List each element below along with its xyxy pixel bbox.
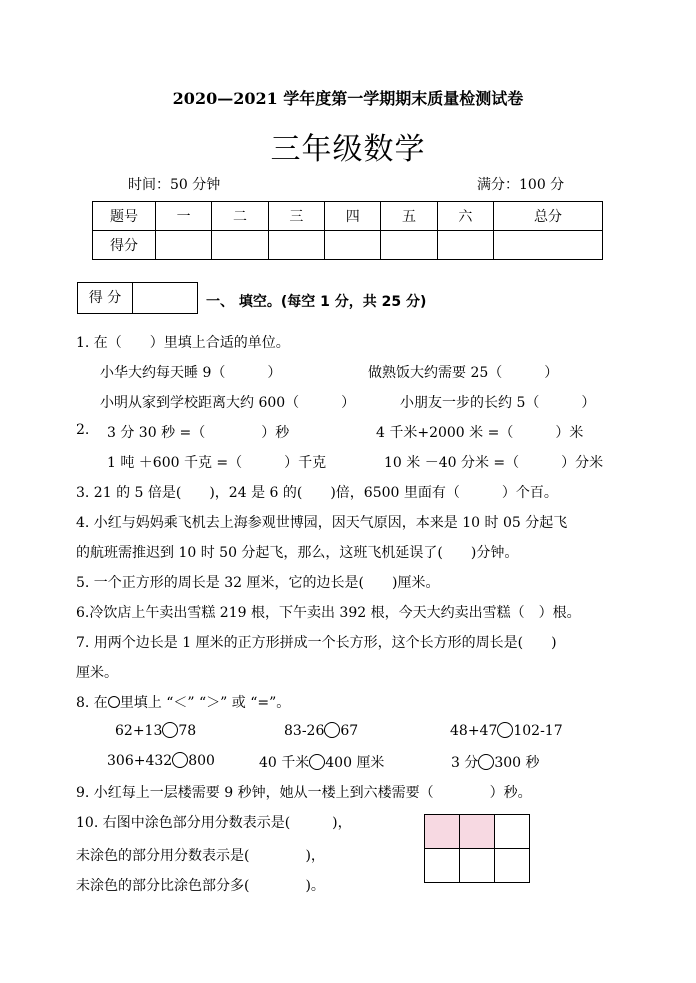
q8-f-left: 3 分: [451, 755, 479, 771]
circle-icon: [108, 696, 120, 708]
q3: 3. 21 的 5 倍是( )，24 是 6 的( )倍，6500 里面有（ ）个百。: [76, 485, 558, 501]
q8-item-f: [451, 752, 540, 772]
q10-line3: 未涂色的部分比涂色部分多( )。: [76, 878, 325, 894]
q1-b: 做熟饭大约需要 25（ ）: [368, 365, 559, 381]
grid-cell-shaded: [425, 815, 460, 849]
q8-b-left: 83-26: [284, 723, 325, 739]
q7-line1: 7. 用两个边长是 1 厘米的正方形拼成一个长方形，这个长方形的周长是( ): [76, 635, 557, 651]
compare-circle[interactable]: [478, 754, 494, 770]
score-header-cell: 四: [325, 202, 381, 231]
exam-subtitle: 2020—2021 学年度第一学期期末质量检测试卷: [172, 89, 524, 108]
score-cell[interactable]: [325, 231, 381, 260]
score-table: [92, 201, 603, 260]
score-header-cell: 总分: [494, 202, 603, 231]
q9: 9. 小红每上一层楼需要 9 秒钟，她从一楼上到六楼需要（ ）秒。: [76, 785, 532, 801]
q1-a: 小华大约每天睡 9（ ）: [100, 365, 282, 381]
compare-circle[interactable]: [172, 752, 188, 768]
score-cell[interactable]: [212, 231, 268, 260]
q5: 5. 一个正方形的周长是 32 厘米，它的边长是( )厘米。: [76, 575, 440, 591]
score-table-score-row: [93, 231, 603, 260]
q8-b-right: 67: [340, 723, 359, 739]
score-header-cell: 三: [268, 202, 324, 231]
q8-item-d: [107, 752, 215, 769]
q8-item-a: [115, 722, 196, 739]
score-header-cell: 一: [156, 202, 212, 231]
score-header-cell: 二: [212, 202, 268, 231]
time-limit: 时间：50 分钟: [128, 177, 221, 193]
grid-cell-shaded: [460, 815, 495, 849]
score-header-cell: 六: [437, 202, 493, 231]
score-header-cell: 题号: [93, 202, 156, 231]
q8-instruction: [76, 692, 290, 712]
section-score-box: [77, 282, 198, 314]
q1-d: 小朋友一步的长约 5（ ）: [400, 395, 596, 411]
score-cell[interactable]: [156, 231, 212, 260]
q6: 6.冷饮店上午卖出雪糕 219 根，下午卖出 392 根，今天大约卖出雪糕（ ）根。: [76, 605, 581, 621]
q8-suffix: 里填上 “＜” “＞” 或 “=”。: [119, 695, 291, 711]
grid-cell: [495, 849, 530, 883]
q2-label: 2.: [76, 422, 90, 438]
q2-c: 1 吨 ＋600 千克 =（ ）千克: [107, 455, 327, 471]
grid-cell: [495, 815, 530, 849]
q8-a-left: 62+13: [115, 723, 163, 739]
grid-cell: [460, 849, 495, 883]
q8-c-right: 102-17: [513, 723, 563, 739]
score-cell[interactable]: [381, 231, 437, 260]
q1-c: 小明从家到学校距离大约 600（ ）: [100, 395, 356, 411]
score-row-label: 得分: [93, 231, 156, 260]
q8-f-right: 300 秒: [494, 755, 540, 771]
compare-circle[interactable]: [162, 722, 178, 738]
full-score: 满分：100 分: [477, 177, 565, 193]
q2-b: 4 千米+2000 米 =（ ）米: [376, 425, 584, 441]
q8-a-right: 78: [178, 723, 197, 739]
score-table-header-row: [93, 202, 603, 231]
grid-cell: [425, 849, 460, 883]
q2-d: 10 米 －40 分米 =（ ）分米: [384, 455, 604, 471]
q4-line2: 的航班需推迟到 10 时 50 分起飞，那么，这班飞机延误了( )分钟。: [76, 545, 519, 561]
q8-item-b: [284, 722, 358, 739]
q8-item-e: [259, 752, 384, 772]
q8-item-c: [450, 722, 563, 739]
compare-circle[interactable]: [324, 722, 340, 738]
q4-line1: 4. 小红与妈妈乘飞机去上海参观世博园，因天气原因，本来是 10 时 05 分起飞: [76, 515, 568, 531]
compare-circle[interactable]: [309, 754, 325, 770]
q8-e-right: 400 厘米: [325, 755, 385, 771]
compare-circle[interactable]: [497, 722, 513, 738]
q8-d-right: 800: [188, 753, 215, 769]
score-cell[interactable]: [268, 231, 324, 260]
page-title: 三年级数学: [270, 132, 426, 167]
q10-line1: 10. 右图中涂色部分用分数表示是( )，: [76, 815, 352, 831]
section-title: 一、 填空。(每空 1 分，共 25 分): [206, 294, 427, 310]
score-cell[interactable]: [494, 231, 603, 260]
q7-line2: 厘米。: [76, 665, 118, 681]
q10-line2: 未涂色的部分用分数表示是( )，: [76, 848, 325, 864]
q8-prefix: 8. 在: [76, 695, 108, 711]
section-score-label: 得 分: [78, 283, 133, 313]
score-header-cell: 五: [381, 202, 437, 231]
q1-title: 1. 在（ ）里填上合适的单位。: [76, 335, 290, 351]
q8-d-left: 306+432: [107, 753, 173, 769]
score-cell[interactable]: [437, 231, 493, 260]
q2-a: 3 分 30 秒 =（ ）秒: [107, 425, 290, 441]
q8-c-left: 48+47: [450, 723, 498, 739]
fraction-grid: [424, 814, 530, 883]
q8-e-left: 40 千米: [259, 755, 310, 771]
